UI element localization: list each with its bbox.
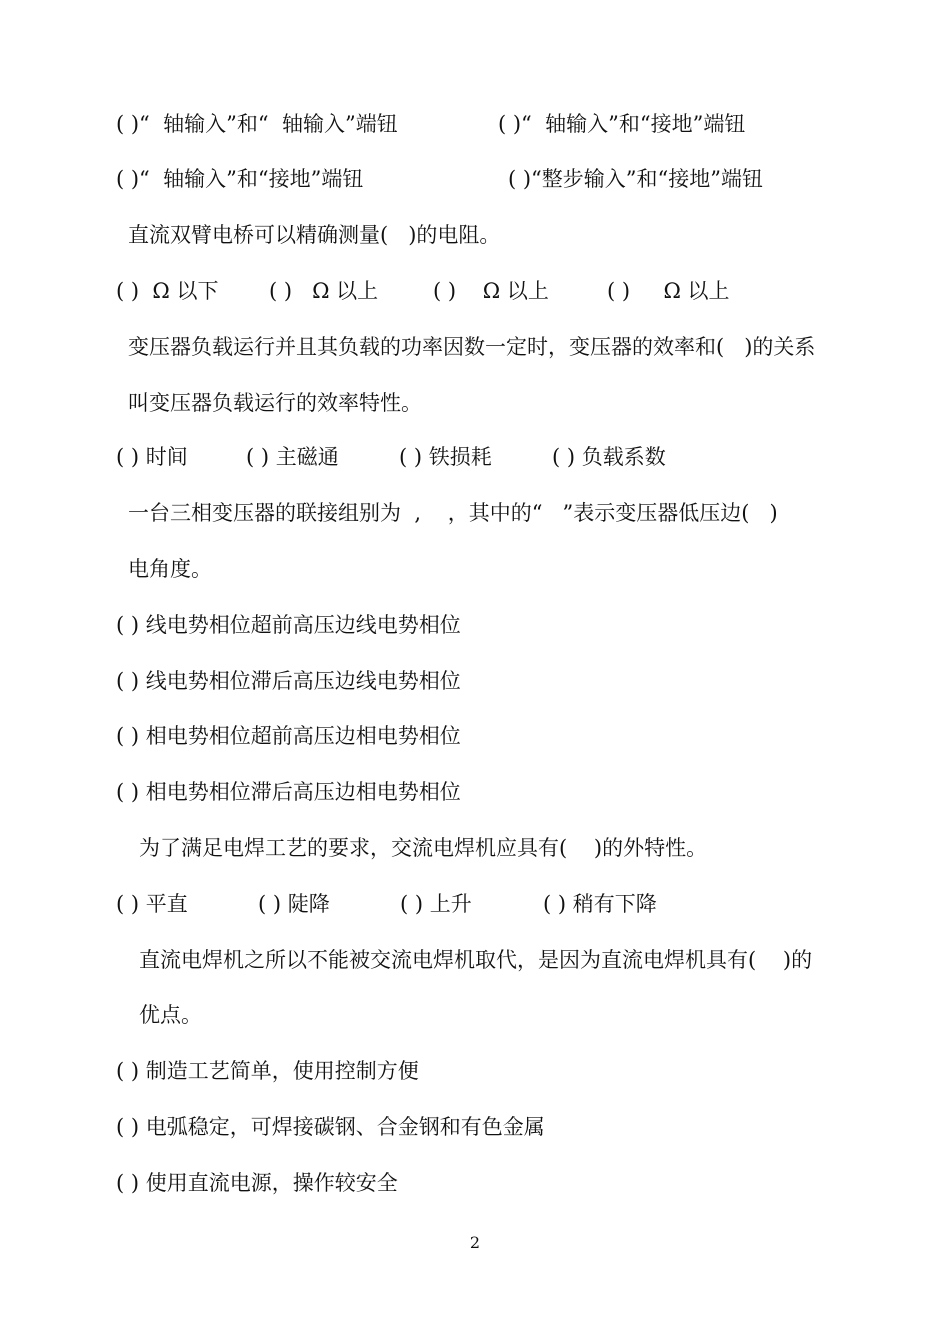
q4-option-a: ( ) 线电势相位超前高压边线电势相位	[116, 613, 461, 637]
q1-option-b: ( )“ 轴输入”和“接地”端钮	[498, 112, 746, 136]
q3-option-c: ( ) 铁损耗	[399, 445, 492, 469]
q4-stem-line2: 电角度。	[128, 557, 212, 581]
page-number: 2	[469, 1233, 481, 1252]
q2-option-b: ( ) Ω 以上	[269, 279, 379, 303]
q3-option-b: ( ) 主磁通	[246, 445, 339, 469]
q4-option-c: ( ) 相电势相位超前高压边相电势相位	[116, 724, 461, 748]
q6-stem-line2: 优点。	[139, 1003, 202, 1027]
q6-option-a: ( ) 制造工艺简单，使用控制方便	[116, 1059, 419, 1083]
q2-option-a: ( ) Ω 以下	[116, 279, 219, 303]
q6-option-c: ( ) 使用直流电源，操作较安全	[116, 1171, 398, 1195]
q5-option-c: ( ) 上升	[400, 892, 472, 916]
q3-stem-line2: 叫变压器负载运行的效率特性。	[128, 391, 422, 415]
q3-stem-line1: 变压器负载运行并且其负载的功率因数一定时，变压器的效率和( )的关系	[128, 335, 816, 359]
q6-option-b: ( ) 电弧稳定，可焊接碳钢、合金钢和有色金属	[116, 1115, 545, 1139]
q2-stem: 直流双臂电桥可以精确测量( )的电阻。	[128, 223, 501, 247]
q5-stem: 为了满足电焊工艺的要求，交流电焊机应具有( )的外特性。	[139, 836, 708, 860]
q3-option-a: ( ) 时间	[116, 445, 188, 469]
q5-option-a: ( ) 平直	[116, 892, 188, 916]
q2-option-d: ( ) Ω 以上	[607, 279, 730, 303]
q1-option-d: ( )“整步输入”和“接地”端钮	[508, 167, 764, 191]
q5-option-b: ( ) 陡降	[258, 892, 330, 916]
q5-option-d: ( ) 稍有下降	[543, 892, 657, 916]
q2-option-c: ( ) Ω 以上	[433, 279, 549, 303]
q1-option-a: ( )“ 轴输入”和“ 轴输入”端钮	[116, 112, 398, 136]
q4-option-b: ( ) 线电势相位滞后高压边线电势相位	[116, 669, 461, 693]
q6-stem-line1: 直流电焊机之所以不能被交流电焊机取代，是因为直流电焊机具有( )的	[139, 948, 813, 972]
q4-option-d: ( ) 相电势相位滞后高压边相电势相位	[116, 780, 461, 804]
q4-stem-line1: 一台三相变压器的联接组别为 , ，其中的“ ”表示变压器低压边( )	[128, 501, 778, 525]
q3-option-d: ( ) 负载系数	[552, 445, 666, 469]
q1-option-c: ( )“ 轴输入”和“接地”端钮	[116, 167, 364, 191]
